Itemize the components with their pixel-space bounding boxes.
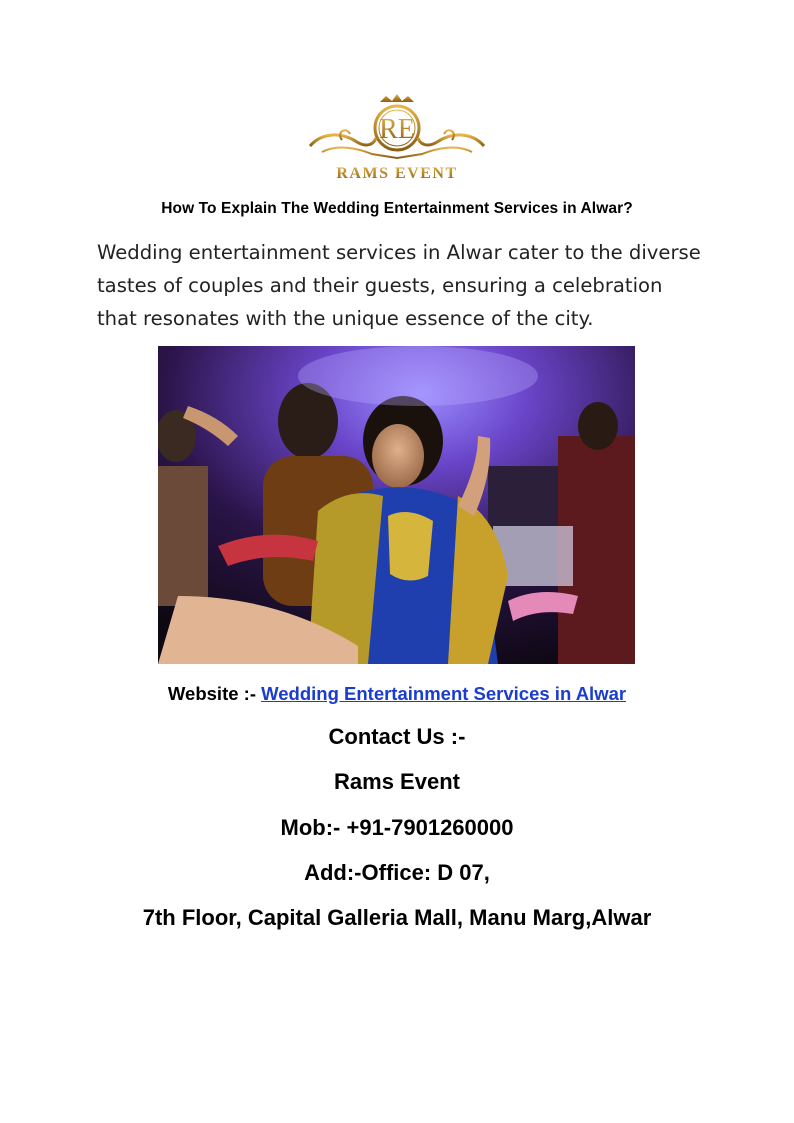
address-line-2: 7th Floor, Capital Galleria Mall, Manu Marg,Alwar — [142, 905, 652, 930]
logo-monogram: RE — [379, 114, 415, 145]
contact-title: Contact Us :- — [328, 724, 466, 749]
rams-event-logo — [302, 92, 492, 184]
logo-brand-text: RAMS EVENT — [336, 165, 458, 182]
website-label: Website :- — [167, 683, 262, 704]
mobile-number: Mob:- +91-7901260000 — [280, 815, 514, 840]
wedding-dance-photo — [158, 346, 635, 664]
company-name: Rams Event — [334, 769, 460, 794]
address-line-1: Add:-Office: D 07, — [304, 860, 490, 885]
website-line — [0, 683, 794, 705]
page-heading: How To Explain The Wedding Entertainment Services in Alwar? — [161, 200, 633, 217]
website-link[interactable]: Wedding Entertainment Services in Alwar — [261, 683, 627, 704]
intro-paragraph: Wedding entertainment services in Alwar cater to the diverse tastes of couples and their guests, ensuring a celebration that resonates with the unique essence of the city. — [97, 241, 701, 330]
